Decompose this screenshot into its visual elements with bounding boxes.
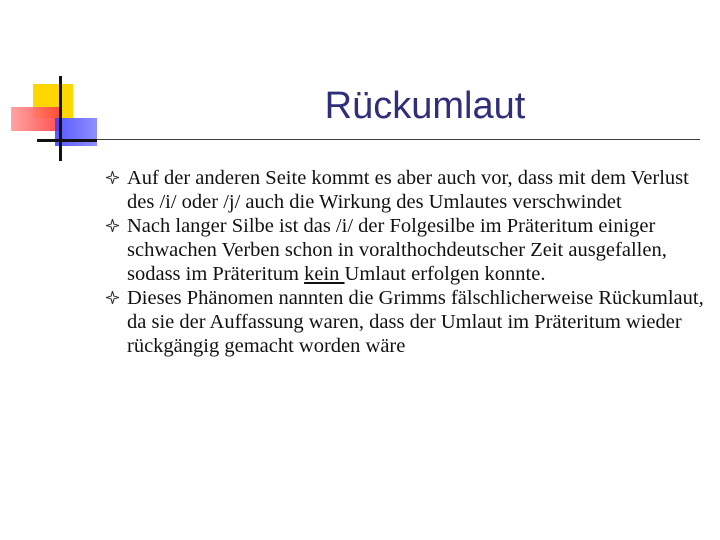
four-point-star-icon	[106, 219, 119, 232]
bullet-item	[94, 166, 706, 214]
four-point-star-icon	[106, 171, 119, 184]
bullet-text-end: Umlaut erfolgen konnte.	[344, 263, 546, 285]
bullet-item	[94, 214, 706, 286]
four-point-star-icon	[106, 291, 119, 304]
underlined-word: kein	[304, 263, 345, 285]
bullet-text: Nach langer Silbe ist das /i/ der Folgesilbe im Präteritum einiger schwachen Verben schon in voralthochdeutscher Zeit ausgefallen, sodass im Präteritum	[127, 215, 667, 285]
slide-title: Rückumlaut	[324, 85, 526, 127]
red-square	[11, 107, 61, 131]
bullet-text: Auf der anderen Seite kommt es aber auch vor, dass mit dem Verlust des /i/ oder /j/ auch die Wirkung des Umlautes verschwindet	[127, 167, 689, 213]
bullet-item	[94, 286, 706, 358]
title-divider	[37, 139, 700, 140]
title-divider-accent	[37, 139, 97, 142]
vertical-rule	[59, 76, 62, 161]
bullet-text: Dieses Phänomen nannten die Grimms fälschlicherweise Rückumlaut, da sie der Auffassung waren, dass der Umlaut im Präteritum wieder rückgängig gemacht worden wäre	[127, 287, 704, 357]
slide-decoration	[0, 0, 110, 170]
bullet-list	[94, 166, 706, 358]
